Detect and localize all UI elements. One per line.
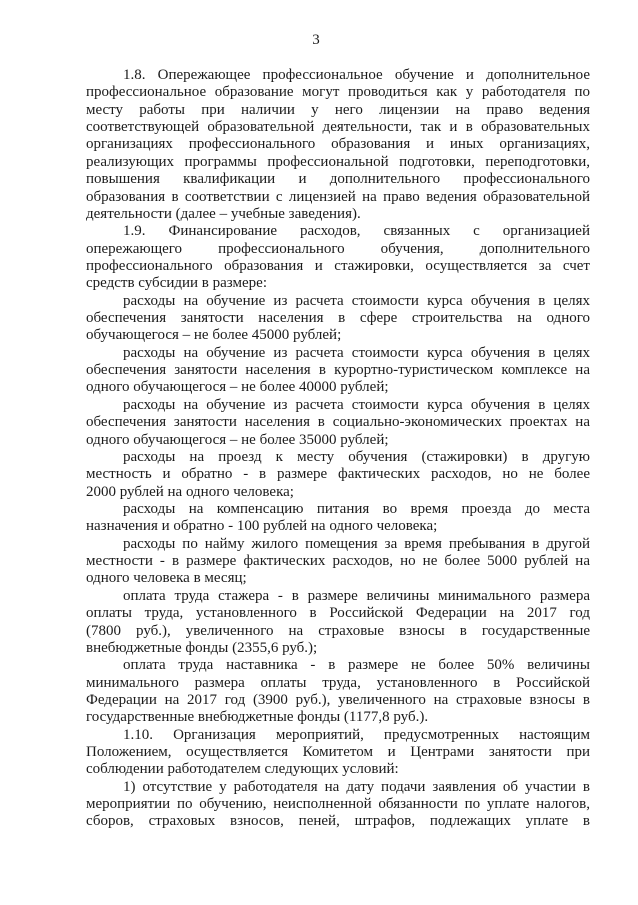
text-line: соответствующей образовательной деятельности, так и в образовательных (86, 119, 590, 136)
text-line: расходы на обучение из расчета стоимости курса обучения в целях (123, 396, 590, 413)
text-line: обеспечения занятости населения в сфере строительства на одного (86, 310, 590, 327)
text-line: оплата труда наставника - в размере не более 50% величины (123, 657, 590, 674)
text-line: расходы на компенсацию питания во время проезда до места (123, 500, 590, 517)
expense-item-training-socioeconomic (86, 397, 590, 449)
text-line: образования в соответствии с лицензией на право ведения образовательной (86, 188, 590, 205)
text-line: государственные внебюджетные фонды (1177,8 руб.). (86, 709, 429, 726)
text-line: мероприятии по обучению, неисполненной обязанности по уплате налогов, (86, 796, 590, 813)
expense-item-housing (86, 536, 590, 588)
text-line: 2000 рублей на одного человека; (86, 483, 294, 500)
expense-item-travel (86, 449, 590, 501)
text-line: соблюдении работодателем следующих условий: (86, 761, 399, 778)
clause-1-8 (86, 67, 590, 223)
text-line: расходы на обучение из расчета стоимости курса обучения в целях (123, 344, 590, 361)
text-line: профессионального образования и стажировки, осуществляется за счет (86, 257, 590, 274)
text-line: минимального размера оплаты труда, установленного в Российской (86, 674, 590, 691)
text-line: 1.10. Организация мероприятий, предусмотренных настоящим (123, 726, 590, 743)
expense-item-training-construction (86, 293, 590, 345)
text-line: сборов, страховых взносов, пеней, штрафов, подлежащих уплате в (86, 813, 590, 830)
text-line: профессиональное образование могут проводиться как у работодателя по (86, 84, 590, 101)
expense-item-meals (86, 501, 590, 536)
expense-item-training-tourism (86, 345, 590, 397)
clause-1-10 (86, 727, 590, 779)
text-line: организациях профессионального образования и иных организациях, (86, 136, 590, 153)
text-line: местность и обратно - в размере фактических расходов, но не более (86, 466, 590, 483)
text-line: обучающегося – не более 45000 рублей; (86, 327, 342, 344)
text-line: местности - в размере фактических расходов, но не более 5000 рублей на (86, 553, 590, 570)
text-line: повышения квалификации и дополнительного профессионального (86, 171, 590, 188)
text-line: расходы по найму жилого помещения за время пребывания в другой (123, 535, 590, 552)
text-line: реализующих программы профессиональной подготовки, переподготовки, (86, 153, 590, 170)
text-line: обеспечения занятости населения в курортно-туристическом комплексе на (86, 362, 590, 379)
text-line: одного обучающегося – не более 35000 рублей; (86, 431, 389, 448)
text-line: одного человека в месяц; (86, 570, 247, 587)
text-line: Федерации на 2017 год (3900 руб.), увеличенного на страховые взносы в (86, 691, 590, 708)
document-body (86, 67, 590, 831)
text-line: (7800 руб.), увеличенного на страховые взносы в государственные (86, 622, 590, 639)
text-line: Положением, осуществляется Комитетом и Центрами занятости при (86, 744, 590, 761)
text-line: обеспечения занятости населения в социально-экономических проектах на (86, 414, 590, 431)
expense-item-trainee-pay (86, 588, 590, 657)
text-line: одного обучающегося – не более 40000 рублей; (86, 379, 389, 396)
text-line: 1.8. Опережающее профессиональное обучение и дополнительное (123, 67, 590, 83)
text-line: деятельности (далее – учебные заведения). (86, 205, 361, 222)
text-line: 1) отсутствие у работодателя на дату подачи заявления об участии в (123, 778, 590, 795)
text-line: назначения и обратно - 100 рублей на одного человека; (86, 518, 438, 535)
condition-item-1 (86, 779, 590, 831)
text-line: 1.9. Финансирование расходов, связанных с организацией (123, 223, 590, 240)
text-line: расходы на обучение из расчета стоимости курса обучения в целях (123, 292, 590, 309)
page-number: 3 (312, 32, 320, 48)
text-line: оплата труда стажера - в размере величины минимального размера (123, 587, 590, 604)
text-line: расходы на проезд к месту обучения (стажировки) в другую (123, 448, 590, 465)
expense-item-mentor-pay (86, 657, 590, 726)
text-line: внебюджетные фонды (2355,6 руб.); (86, 639, 318, 656)
text-line: средств субсидии в размере: (86, 275, 267, 292)
clause-1-9 (86, 223, 590, 292)
text-line: оплаты труда, установленного в Российской Федерации на 2017 год (86, 605, 590, 622)
text-line: месту работы при наличии у него лицензии на право ведения (86, 101, 590, 118)
text-line: опережающего профессионального обучения, дополнительного (86, 240, 590, 257)
